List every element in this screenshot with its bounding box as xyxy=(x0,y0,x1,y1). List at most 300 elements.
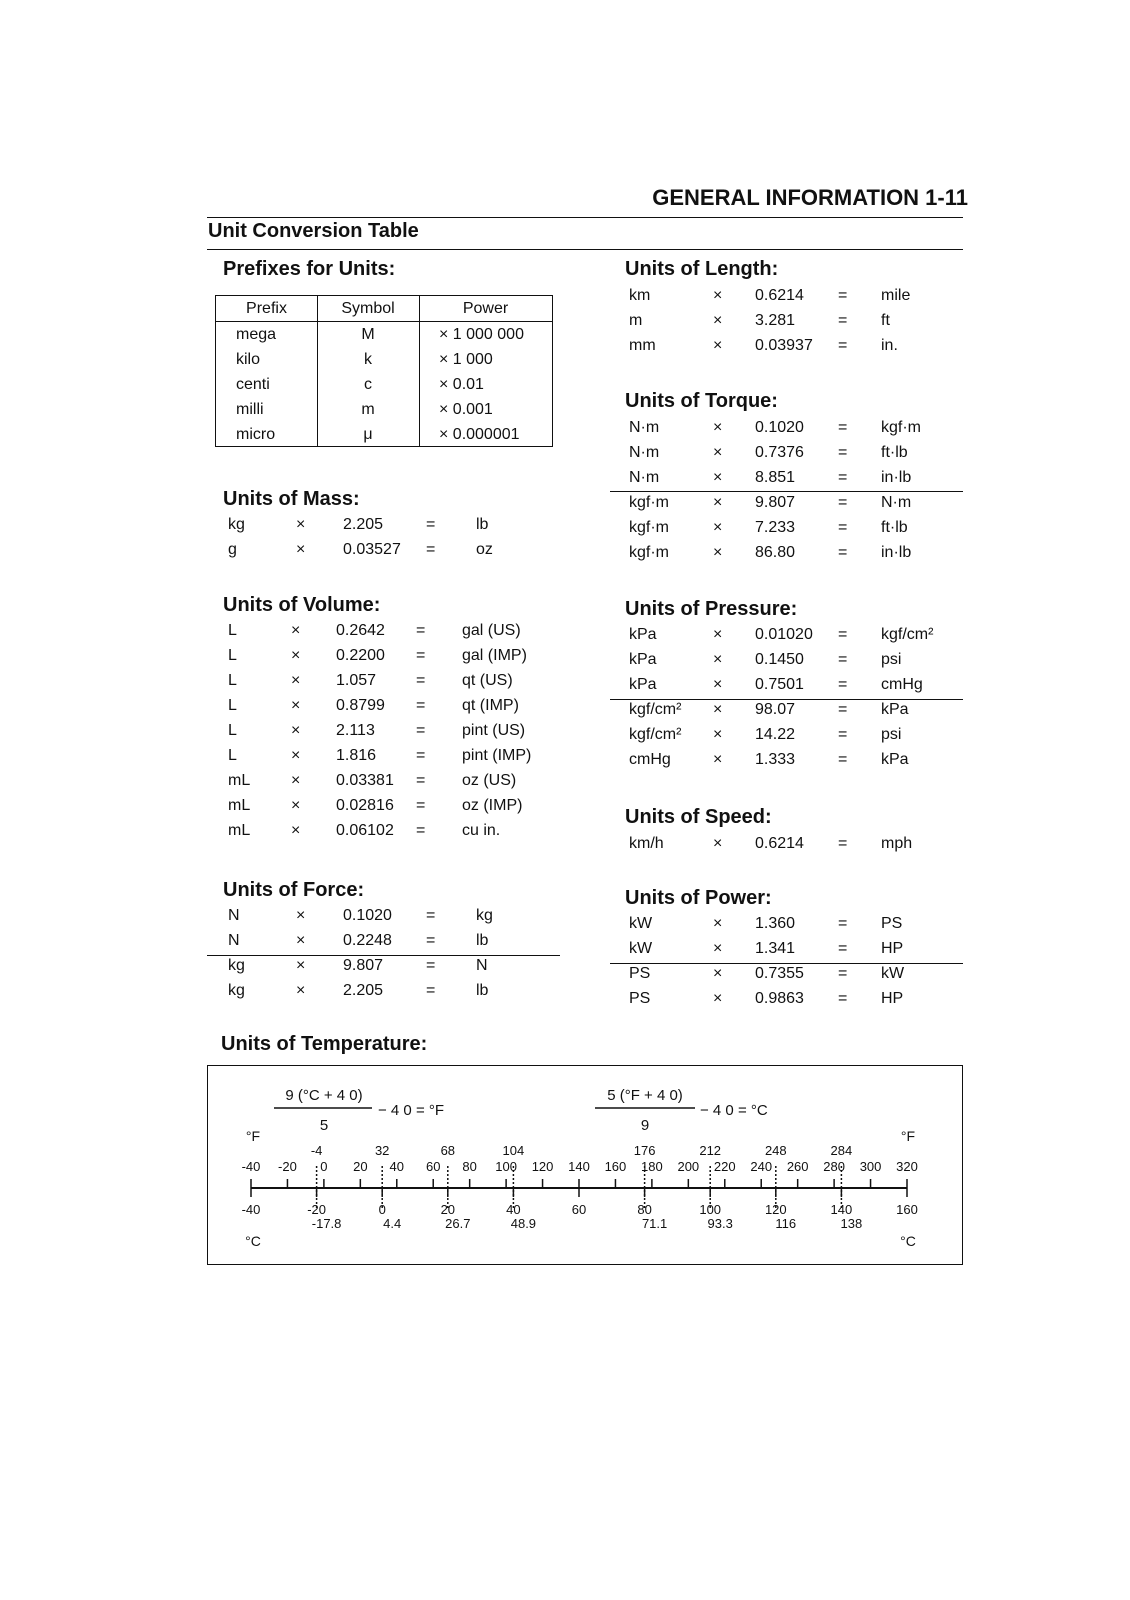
factor: 8.851 xyxy=(755,469,796,486)
multiply-sign: × xyxy=(291,647,301,664)
celsius-tick-label: 160 xyxy=(896,1202,918,1217)
multiply-sign: × xyxy=(296,982,306,999)
factor: 0.2248 xyxy=(343,932,392,949)
torque-row xyxy=(629,465,969,490)
to-unit: qt (IMP) xyxy=(462,697,519,714)
formula-f-to-c-numerator: 5 (°F + 4 0) xyxy=(607,1087,683,1104)
fahrenheit-tick-label: 140 xyxy=(568,1159,590,1174)
speed-title: Units of Speed: xyxy=(625,806,772,828)
fahrenheit-unit-label: °F xyxy=(245,1128,261,1144)
equals-sign: = xyxy=(416,797,426,814)
factor: 1.057 xyxy=(336,672,377,689)
celsius-equivalent-label: 4.4 xyxy=(383,1216,402,1231)
power-column-header: Power xyxy=(462,300,509,317)
celsius-tick-label: 120 xyxy=(764,1202,787,1217)
fahrenheit-equivalent-label: 68 xyxy=(440,1143,456,1158)
to-unit: cmHg xyxy=(881,676,923,693)
prefix-table xyxy=(215,295,553,447)
multiply-sign: × xyxy=(296,957,306,974)
factor: 0.7355 xyxy=(755,965,804,982)
celsius-equivalent-label: 138 xyxy=(840,1216,863,1231)
multiply-sign: × xyxy=(713,312,723,329)
equals-sign: = xyxy=(838,419,848,436)
formula-c-to-f-suffix: − 4 0 = °F xyxy=(378,1102,445,1119)
factor: 7.233 xyxy=(755,519,796,536)
multiply-sign: × xyxy=(296,516,306,533)
prefix-cell: mega xyxy=(236,326,277,343)
pressure-separator xyxy=(610,699,963,700)
factor: 0.1020 xyxy=(343,907,392,924)
multiply-sign: × xyxy=(713,676,723,693)
celsius-tick-label: 100 xyxy=(699,1202,722,1217)
from-unit: g xyxy=(228,541,237,558)
prefix-cell: micro xyxy=(236,426,276,443)
equals-sign: = xyxy=(426,516,436,533)
from-unit: kg xyxy=(228,957,245,974)
equals-sign: = xyxy=(838,726,848,743)
fahrenheit-equivalent-label: -4 xyxy=(310,1143,323,1158)
factor: 9.807 xyxy=(343,957,384,974)
factor: 14.22 xyxy=(755,726,796,743)
to-unit: in·lb xyxy=(881,544,912,561)
to-unit: kg xyxy=(476,907,493,924)
equals-sign: = xyxy=(838,287,848,304)
torque-row xyxy=(629,515,969,540)
torque-row xyxy=(629,415,969,440)
symbol-cell: c xyxy=(364,376,372,393)
to-unit: lb xyxy=(476,982,489,999)
from-unit: km xyxy=(629,287,651,304)
factor: 1.816 xyxy=(336,747,377,764)
from-unit: kgf/cm² xyxy=(629,701,682,718)
from-unit: kgf/cm² xyxy=(629,726,682,743)
to-unit: in·lb xyxy=(881,469,912,486)
celsius-tick-label: 80 xyxy=(637,1202,652,1217)
factor: 1.360 xyxy=(755,915,796,932)
multiply-sign: × xyxy=(291,747,301,764)
from-unit: N xyxy=(228,932,240,949)
celsius-equivalent-label: 93.3 xyxy=(707,1216,733,1231)
volume-row xyxy=(228,793,568,818)
equals-sign: = xyxy=(416,647,426,664)
celsius-equivalent-label: 71.1 xyxy=(641,1216,668,1231)
equals-sign: = xyxy=(426,541,436,558)
multiply-sign: × xyxy=(713,519,723,536)
equals-sign: = xyxy=(416,622,426,639)
multiply-sign: × xyxy=(713,835,723,852)
multiply-sign: × xyxy=(713,726,723,743)
from-unit: L xyxy=(228,747,237,764)
multiply-sign: × xyxy=(296,907,306,924)
torque-title: Units of Torque: xyxy=(625,390,778,412)
factor: 0.6214 xyxy=(755,835,804,852)
from-unit: kg xyxy=(228,516,245,533)
formula-c-to-f-denominator: 5 xyxy=(319,1117,329,1134)
equals-sign: = xyxy=(838,751,848,768)
volume-row xyxy=(228,668,568,693)
equals-sign: = xyxy=(838,494,848,511)
from-unit: mm xyxy=(629,337,656,354)
multiply-sign: × xyxy=(296,932,306,949)
multiply-sign: × xyxy=(291,772,301,789)
equals-sign: = xyxy=(838,519,848,536)
fahrenheit-tick-label: 260 xyxy=(786,1159,809,1174)
from-unit: N·m xyxy=(629,444,660,461)
pressure-row xyxy=(629,647,969,672)
volume-row xyxy=(228,693,568,718)
prefix-column-header: Prefix xyxy=(246,300,287,317)
factor: 2.113 xyxy=(336,722,375,739)
fahrenheit-equivalent-label: 32 xyxy=(374,1143,390,1158)
from-unit: PS xyxy=(629,965,651,982)
power-row xyxy=(629,936,969,961)
to-unit: in. xyxy=(881,337,898,354)
fahrenheit-tick-label: 60 xyxy=(425,1159,441,1174)
multiply-sign: × xyxy=(713,626,723,643)
fahrenheit-tick-label: 320 xyxy=(896,1159,918,1174)
from-unit: L xyxy=(228,647,237,664)
pressure-row xyxy=(629,747,969,772)
fahrenheit-equivalent-label: 104 xyxy=(502,1143,525,1158)
from-unit: N xyxy=(228,907,240,924)
celsius-tick-label: -40 xyxy=(241,1202,261,1217)
from-unit: kPa xyxy=(629,626,657,643)
to-unit: psi xyxy=(881,726,902,743)
equals-sign: = xyxy=(838,444,848,461)
pressure-title: Units of Pressure: xyxy=(625,598,798,620)
equals-sign: = xyxy=(838,337,848,354)
factor: 0.1020 xyxy=(755,419,804,436)
to-unit: lb xyxy=(476,516,489,533)
force-row xyxy=(228,953,568,978)
mass-row xyxy=(228,537,568,562)
temperature-scale-box xyxy=(207,1065,963,1265)
force-separator xyxy=(207,955,560,956)
to-unit: N·m xyxy=(881,494,912,511)
equals-sign: = xyxy=(416,772,426,789)
equals-sign: = xyxy=(838,990,848,1007)
length-row xyxy=(629,283,969,308)
factor: 0.8799 xyxy=(336,697,385,714)
from-unit: mL xyxy=(228,772,251,789)
from-unit: kPa xyxy=(629,651,657,668)
fahrenheit-tick-label: 0 xyxy=(320,1159,328,1174)
fahrenheit-tick-label: 80 xyxy=(462,1159,477,1174)
from-unit: kgf·m xyxy=(629,494,669,511)
pressure-row xyxy=(629,672,969,697)
volume-row xyxy=(228,643,568,668)
to-unit: ft xyxy=(881,312,890,329)
power-cell: × 0.001 xyxy=(439,401,493,418)
equals-sign: = xyxy=(838,701,848,718)
to-unit: HP xyxy=(881,990,904,1007)
fahrenheit-tick-label: 120 xyxy=(531,1159,554,1174)
page-section-header: GENERAL INFORMATION 1-11 xyxy=(652,185,968,210)
fahrenheit-tick-label: 300 xyxy=(859,1159,882,1174)
factor: 2.205 xyxy=(343,516,384,533)
multiply-sign: × xyxy=(713,940,723,957)
volume-row xyxy=(228,618,568,643)
to-unit: cu in. xyxy=(462,822,501,839)
prefixes-title: Prefixes for Units: xyxy=(223,258,396,280)
to-unit: kW xyxy=(881,965,905,982)
to-unit: gal (US) xyxy=(462,622,521,639)
to-unit: oz xyxy=(476,541,493,558)
from-unit: kW xyxy=(629,915,653,932)
multiply-sign: × xyxy=(713,494,723,511)
from-unit: kPa xyxy=(629,676,657,693)
fahrenheit-tick-label: 280 xyxy=(823,1159,845,1174)
temperature-title: Units of Temperature: xyxy=(221,1033,428,1055)
from-unit: m xyxy=(629,312,643,329)
from-unit: N·m xyxy=(629,419,660,436)
volume-row xyxy=(228,718,568,743)
celsius-unit-label: °C xyxy=(245,1233,261,1249)
to-unit: PS xyxy=(881,915,903,932)
equals-sign: = xyxy=(838,312,848,329)
multiply-sign: × xyxy=(291,672,301,689)
from-unit: kW xyxy=(629,940,653,957)
fahrenheit-equivalent-label: 248 xyxy=(764,1143,787,1158)
to-unit: mile xyxy=(881,287,911,304)
celsius-tick-label: 60 xyxy=(571,1202,587,1217)
multiply-sign: × xyxy=(713,701,723,718)
celsius-tick-label: 40 xyxy=(506,1202,521,1217)
fahrenheit-equivalent-label: 176 xyxy=(633,1143,656,1158)
length-row xyxy=(629,333,969,358)
from-unit: N·m xyxy=(629,469,660,486)
to-unit: qt (US) xyxy=(462,672,513,689)
volume-row xyxy=(228,768,568,793)
multiply-sign: × xyxy=(291,622,301,639)
celsius-unit-label: °C xyxy=(900,1233,916,1249)
multiply-sign: × xyxy=(713,337,723,354)
power-row xyxy=(629,911,969,936)
factor: 0.06102 xyxy=(336,822,394,839)
power-separator xyxy=(610,963,963,964)
equals-sign: = xyxy=(838,940,848,957)
fahrenheit-tick-label: -20 xyxy=(278,1159,297,1174)
to-unit: kPa xyxy=(881,701,909,718)
factor: 2.205 xyxy=(343,982,384,999)
to-unit: psi xyxy=(881,651,902,668)
equals-sign: = xyxy=(838,626,848,643)
volume-row xyxy=(228,743,568,768)
equals-sign: = xyxy=(426,907,436,924)
page-title: Unit Conversion Table xyxy=(208,220,419,242)
symbol-cell: M xyxy=(361,326,375,343)
torque-row xyxy=(629,540,969,565)
equals-sign: = xyxy=(416,822,426,839)
fahrenheit-tick-label: 180 xyxy=(641,1159,663,1174)
volume-title: Units of Volume: xyxy=(223,594,381,616)
fahrenheit-tick-label: -40 xyxy=(241,1159,261,1174)
force-row xyxy=(228,928,568,953)
from-unit: km/h xyxy=(629,835,664,852)
title-rule xyxy=(207,249,963,250)
torque-row xyxy=(629,490,969,515)
to-unit: N xyxy=(476,957,488,974)
symbol-column-header: Symbol xyxy=(341,300,395,317)
equals-sign: = xyxy=(838,965,848,982)
fahrenheit-tick-label: 200 xyxy=(677,1159,700,1174)
mass-row xyxy=(228,512,568,537)
equals-sign: = xyxy=(838,651,848,668)
to-unit: mph xyxy=(881,835,913,852)
prefix-cell: kilo xyxy=(236,351,261,368)
factor: 0.9863 xyxy=(755,990,804,1007)
equals-sign: = xyxy=(838,469,848,486)
factor: 0.6214 xyxy=(755,287,804,304)
multiply-sign: × xyxy=(713,651,723,668)
equals-sign: = xyxy=(838,544,848,561)
fahrenheit-tick-label: 20 xyxy=(353,1159,368,1174)
factor: 3.281 xyxy=(755,312,796,329)
from-unit: L xyxy=(228,697,237,714)
equals-sign: = xyxy=(416,747,426,764)
to-unit: oz (US) xyxy=(462,772,517,789)
multiply-sign: × xyxy=(291,722,301,739)
multiply-sign: × xyxy=(713,419,723,436)
celsius-tick-label: -20 xyxy=(307,1202,326,1217)
equals-sign: = xyxy=(838,835,848,852)
celsius-tick-label: 20 xyxy=(440,1202,456,1217)
formula-f-to-c-denominator: 9 xyxy=(640,1117,650,1134)
volume-row xyxy=(228,818,568,843)
from-unit: mL xyxy=(228,797,251,814)
power-title: Units of Power: xyxy=(625,887,772,909)
to-unit: kPa xyxy=(881,751,909,768)
factor: 0.03937 xyxy=(755,337,813,354)
to-unit: ft·lb xyxy=(881,519,908,536)
factor: 86.80 xyxy=(755,544,796,561)
power-cell: × 1 000 000 xyxy=(439,326,524,343)
from-unit: kg xyxy=(228,982,245,999)
celsius-equivalent-label: 48.9 xyxy=(510,1216,537,1231)
symbol-cell: k xyxy=(364,351,372,368)
multiply-sign: × xyxy=(713,544,723,561)
multiply-sign: × xyxy=(291,697,301,714)
power-row xyxy=(629,986,969,1011)
fahrenheit-tick-label: 240 xyxy=(750,1159,773,1174)
multiply-sign: × xyxy=(291,797,301,814)
formula-f-to-c-suffix: − 4 0 = °C xyxy=(700,1102,768,1119)
power-cell: × 0.01 xyxy=(439,376,484,393)
fahrenheit-tick-label: 100 xyxy=(495,1159,517,1174)
factor: 0.1450 xyxy=(755,651,804,668)
multiply-sign: × xyxy=(713,751,723,768)
to-unit: lb xyxy=(476,932,489,949)
pressure-row xyxy=(629,697,969,722)
from-unit: L xyxy=(228,622,237,639)
formula-c-to-f-numerator: 9 (°C + 4 0) xyxy=(285,1087,363,1104)
mass-title: Units of Mass: xyxy=(223,488,360,510)
fahrenheit-unit-label: °F xyxy=(900,1128,916,1144)
prefix-cell: centi xyxy=(236,376,270,393)
from-unit: mL xyxy=(228,822,251,839)
equals-sign: = xyxy=(416,722,426,739)
length-title: Units of Length: xyxy=(625,258,779,280)
equals-sign: = xyxy=(426,957,436,974)
factor: 0.02816 xyxy=(336,797,394,814)
fahrenheit-tick-label: 160 xyxy=(604,1159,627,1174)
factor: 1.341 xyxy=(755,940,796,957)
factor: 0.7501 xyxy=(755,676,804,693)
equals-sign: = xyxy=(416,672,426,689)
to-unit: oz (IMP) xyxy=(462,797,523,814)
speed-row xyxy=(629,831,969,856)
multiply-sign: × xyxy=(713,915,723,932)
multiply-sign: × xyxy=(296,541,306,558)
to-unit: HP xyxy=(881,940,904,957)
from-unit: kgf·m xyxy=(629,544,669,561)
to-unit: gal (IMP) xyxy=(462,647,527,664)
equals-sign: = xyxy=(426,932,436,949)
multiply-sign: × xyxy=(713,990,723,1007)
fahrenheit-equivalent-label: 284 xyxy=(830,1143,853,1158)
fahrenheit-equivalent-label: 212 xyxy=(699,1143,722,1158)
to-unit: ft·lb xyxy=(881,444,908,461)
factor: 0.03381 xyxy=(336,772,394,789)
from-unit: PS xyxy=(629,990,651,1007)
multiply-sign: × xyxy=(713,287,723,304)
length-row xyxy=(629,308,969,333)
force-row xyxy=(228,978,568,1003)
factor: 0.2642 xyxy=(336,622,385,639)
power-cell: × 0.000001 xyxy=(439,426,520,443)
symbol-cell: m xyxy=(361,401,375,418)
celsius-tick-label: 0 xyxy=(378,1202,386,1217)
multiply-sign: × xyxy=(713,444,723,461)
factor: 1.333 xyxy=(755,751,796,768)
power-row xyxy=(629,961,969,986)
pressure-row xyxy=(629,622,969,647)
celsius-tick-label: 140 xyxy=(830,1202,853,1217)
celsius-equivalent-label: -17.8 xyxy=(311,1216,342,1231)
pressure-row xyxy=(629,722,969,747)
header-rule xyxy=(207,217,963,218)
from-unit: cmHg xyxy=(629,751,671,768)
factor: 98.07 xyxy=(755,701,796,718)
multiply-sign: × xyxy=(713,965,723,982)
factor: 0.2200 xyxy=(336,647,385,664)
prefix-cell: milli xyxy=(236,401,264,418)
factor: 0.01020 xyxy=(755,626,813,643)
to-unit: pint (IMP) xyxy=(462,747,532,764)
force-row xyxy=(228,903,568,928)
fahrenheit-tick-label: 40 xyxy=(389,1159,405,1174)
equals-sign: = xyxy=(426,982,436,999)
symbol-cell: μ xyxy=(363,426,373,443)
multiply-sign: × xyxy=(291,822,301,839)
factor: 0.7376 xyxy=(755,444,804,461)
factor: 0.03527 xyxy=(343,541,401,558)
from-unit: kgf·m xyxy=(629,519,669,536)
equals-sign: = xyxy=(416,697,426,714)
equals-sign: = xyxy=(838,915,848,932)
to-unit: pint (US) xyxy=(462,722,526,739)
to-unit: kgf/cm² xyxy=(881,626,934,643)
power-cell: × 1 000 xyxy=(439,351,493,368)
celsius-equivalent-label: 116 xyxy=(775,1216,797,1231)
celsius-equivalent-label: 26.7 xyxy=(445,1216,471,1231)
factor: 9.807 xyxy=(755,494,796,511)
force-title: Units of Force: xyxy=(223,879,365,901)
temperature-scale-diagram xyxy=(208,1066,964,1266)
from-unit: L xyxy=(228,672,237,689)
to-unit: kgf·m xyxy=(881,419,921,436)
torque-separator xyxy=(610,491,963,492)
